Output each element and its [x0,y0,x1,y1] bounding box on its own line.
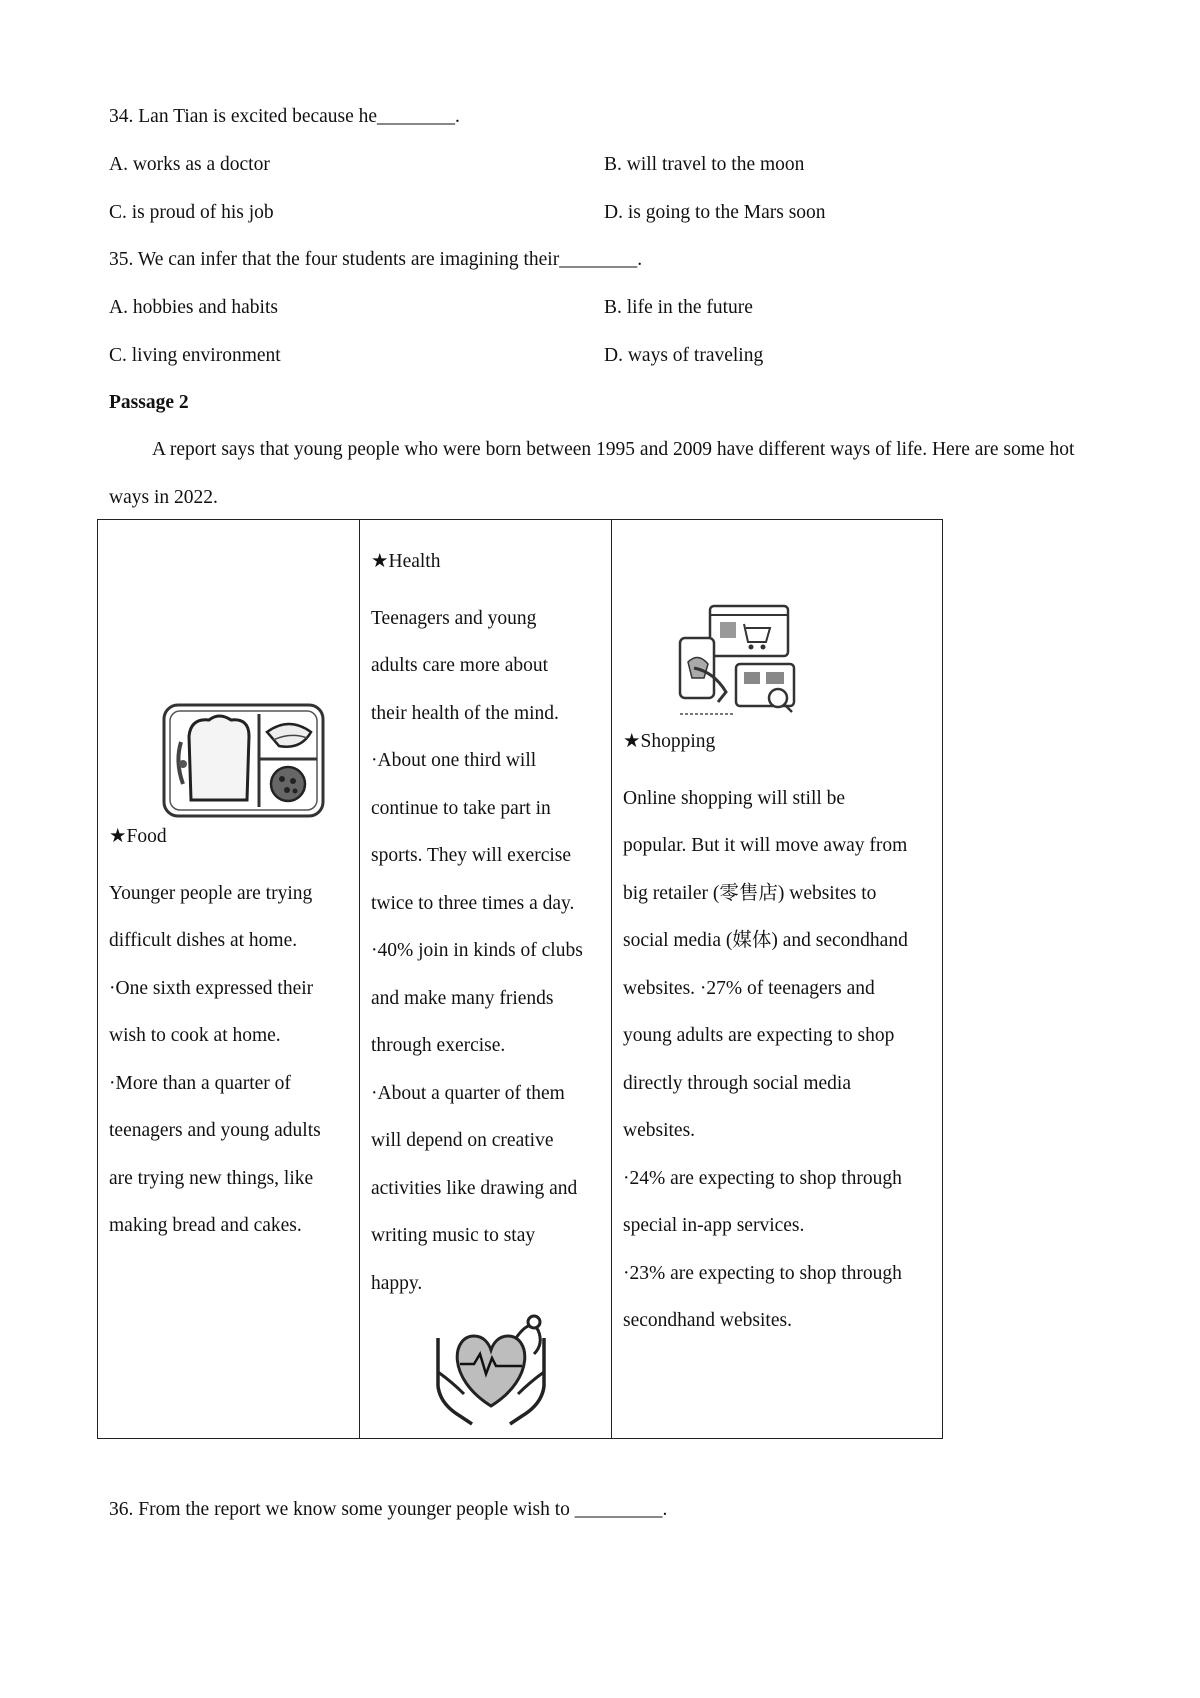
shopping-line: young adults are expecting to shop [623,1025,895,1046]
food-line: ·One sixth expressed their [109,977,314,999]
health-line: ·About one third will [371,750,537,771]
lunchbox-icon [161,702,326,819]
health-line: adults care more about [371,655,549,676]
health-heading: ★Health [371,551,441,572]
online-shopping-icon [674,602,804,717]
shopping-line: special in-app services. [623,1215,805,1236]
shopping-line: secondhand websites. [623,1310,792,1331]
shopping-line: websites. ·27% of teenagers and [623,977,875,999]
health-line: will depend on creative [371,1130,554,1151]
q34-option-b: B. will travel to the moon [604,154,805,175]
shopping-line: social media (媒体) and secondhand [623,930,908,951]
food-line: wish to cook at home. [109,1025,281,1046]
health-line: happy. [371,1272,423,1294]
food-line: teenagers and young adults [109,1120,321,1141]
health-line: ·40% join in kinds of clubs [371,940,583,961]
q35-option-a: A. hobbies and habits [109,297,278,318]
food-heading: ★Food [109,826,167,847]
passage-intro: A report says that young people who were born between 1995 and 2009 have different ways of life. Here are some hot ways in 2022. [109,439,1075,508]
food-line: Younger people are trying [109,882,313,904]
q34-option-a: A. works as a doctor [109,154,270,175]
shopping-line: directly through social media [623,1072,851,1094]
food-cell [98,520,360,1439]
health-line: twice to three times a day. [371,892,575,914]
q34-option-d: D. is going to the Mars soon [604,202,826,223]
food-line: are trying new things, like [109,1167,314,1189]
q35-option-b: B. life in the future [604,297,753,318]
health-line: activities like drawing and [371,1177,578,1199]
shopping-line: Online shopping will still be [623,787,846,809]
health-line: ·About a quarter of them [371,1082,565,1104]
food-line: difficult dishes at home. [109,930,298,951]
q35-question: 35. We can infer that the four students are imagining their________. [109,249,643,270]
q35-option-c: C. living environment [109,345,281,366]
health-line: continue to take part in [371,797,551,819]
shopping-line: websites. [623,1120,696,1141]
health-line: writing music to stay [371,1225,536,1246]
shopping-line: big retailer (零售店) websites to [623,882,877,904]
health-line: Teenagers and young [371,607,537,629]
q36-question: 36. From the report we know some younger people wish to _________. [109,1499,668,1520]
q35-option-d: D. ways of traveling [604,345,764,366]
shopping-cell [612,520,943,1439]
health-cell [360,520,612,1439]
health-line: through exercise. [371,1035,506,1056]
q34-question: 34. Lan Tian is excited because he________. [109,106,460,127]
food-line: ·More than a quarter of [109,1072,291,1094]
shopping-line: ·24% are expecting to shop through [623,1167,902,1189]
shopping-line: popular. But it will move away from [623,835,908,856]
shopping-line: ·23% are expecting to shop through [623,1262,902,1284]
health-line: their health of the mind. [371,702,559,724]
food-line: making bread and cakes. [109,1215,302,1236]
health-line: and make many friends [371,987,554,1009]
q34-option-c: C. is proud of his job [109,202,274,223]
health-line: sports. They will exercise [371,845,572,866]
heart-stethoscope-icon [426,1308,556,1426]
passage-title: Passage 2 [109,392,189,413]
report-table [97,519,943,1439]
shopping-heading: ★Shopping [623,731,716,752]
